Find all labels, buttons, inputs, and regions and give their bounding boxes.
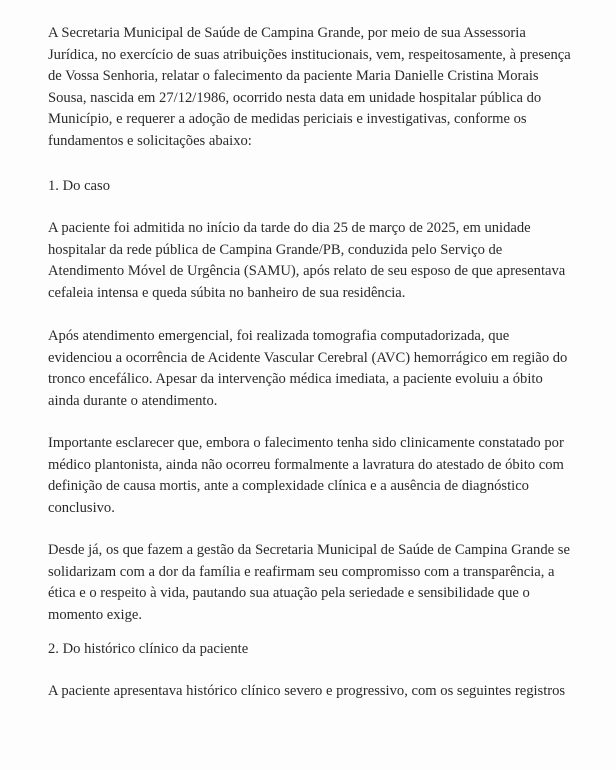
paragraph-line: Desde já, os que fazem a gestão da Secretaria Municipal de Saúde de Campina Grande se — [48, 542, 570, 558]
case-paragraph-solidarity — [48, 540, 596, 626]
paragraph-line: momento exige. — [48, 606, 143, 623]
section-heading-do-caso: 1. Do caso — [48, 178, 111, 194]
case-paragraph-treatment — [48, 326, 596, 412]
paragraph-line: A paciente apresentava histórico clínico severo e progressivo, com os seguintes registros — [48, 683, 566, 699]
intro-line: fundamentos e solicitações abaixo: — [48, 132, 252, 149]
intro-line: Município, e requerer a adoção de medidas periciais e investigativas, conforme os — [48, 111, 527, 128]
paragraph-line: ainda durante o atendimento. — [48, 392, 218, 409]
intro-line: A Secretaria Municipal de Saúde de Campina Grande, por meio de sua Assessoria — [48, 25, 526, 41]
paragraph-line: tronco encefálico. Apesar da intervenção médica imediata, a paciente evoluiu a óbito — [48, 371, 543, 388]
paragraph-line: definição de causa mortis, ante a complexidade clínica e a ausência de diagnóstico — [48, 478, 529, 495]
case-paragraph-death-certificate — [48, 433, 596, 519]
paragraph-line: Importante esclarecer que, embora o falecimento tenha sido clinicamente constatado por — [48, 435, 564, 451]
paragraph-line: hospitalar da rede pública de Campina Grande/PB, conduzida pelo Serviço de — [48, 241, 503, 258]
paragraph-line: Atendimento Móvel de Urgência (SAMU), após relato de seu esposo de que apresentava — [48, 263, 566, 280]
intro-line: Sousa, nascida em 27/12/1986, ocorrido nesta data em unidade hospitalar pública do — [48, 89, 542, 106]
intro-line: de Vossa Senhoria, relatar o falecimento da paciente Maria Danielle Cristina Morais — [48, 68, 539, 85]
intro-line: Jurídica, no exercício de suas atribuições institucionais, vem, respeitosamente, à presença — [48, 46, 571, 63]
paragraph-line: conclusivo. — [48, 499, 115, 516]
paragraph-line: solidarizam com a dor da família e reafirmam seu compromisso com a transparência, a — [48, 563, 555, 580]
paragraph-line: ética e o respeito à vida, pautando sua atuação pela seriedade e sensibilidade que o — [48, 585, 530, 602]
paragraph-line: cefaleia intensa e queda súbita no banheiro de sua residência. — [48, 284, 406, 301]
paragraph-line: evidenciou a ocorrência de Acidente Vascular Cerebral (AVC) hemorrágico em região do — [48, 349, 568, 366]
case-paragraph-admission — [48, 218, 596, 304]
clinical-history-paragraph — [48, 681, 596, 703]
section-heading-historico-clinico: 2. Do histórico clínico da paciente — [48, 641, 249, 657]
paragraph-line: médico plantonista, ainda não ocorreu formalmente a lavratura do atestado de óbito com — [48, 456, 564, 473]
intro-paragraph — [48, 23, 596, 153]
paragraph-line: A paciente foi admitida no início da tarde do dia 25 de março de 2025, em unidade — [48, 220, 531, 236]
paragraph-line: Após atendimento emergencial, foi realizada tomografia computadorizada, que — [48, 328, 510, 344]
